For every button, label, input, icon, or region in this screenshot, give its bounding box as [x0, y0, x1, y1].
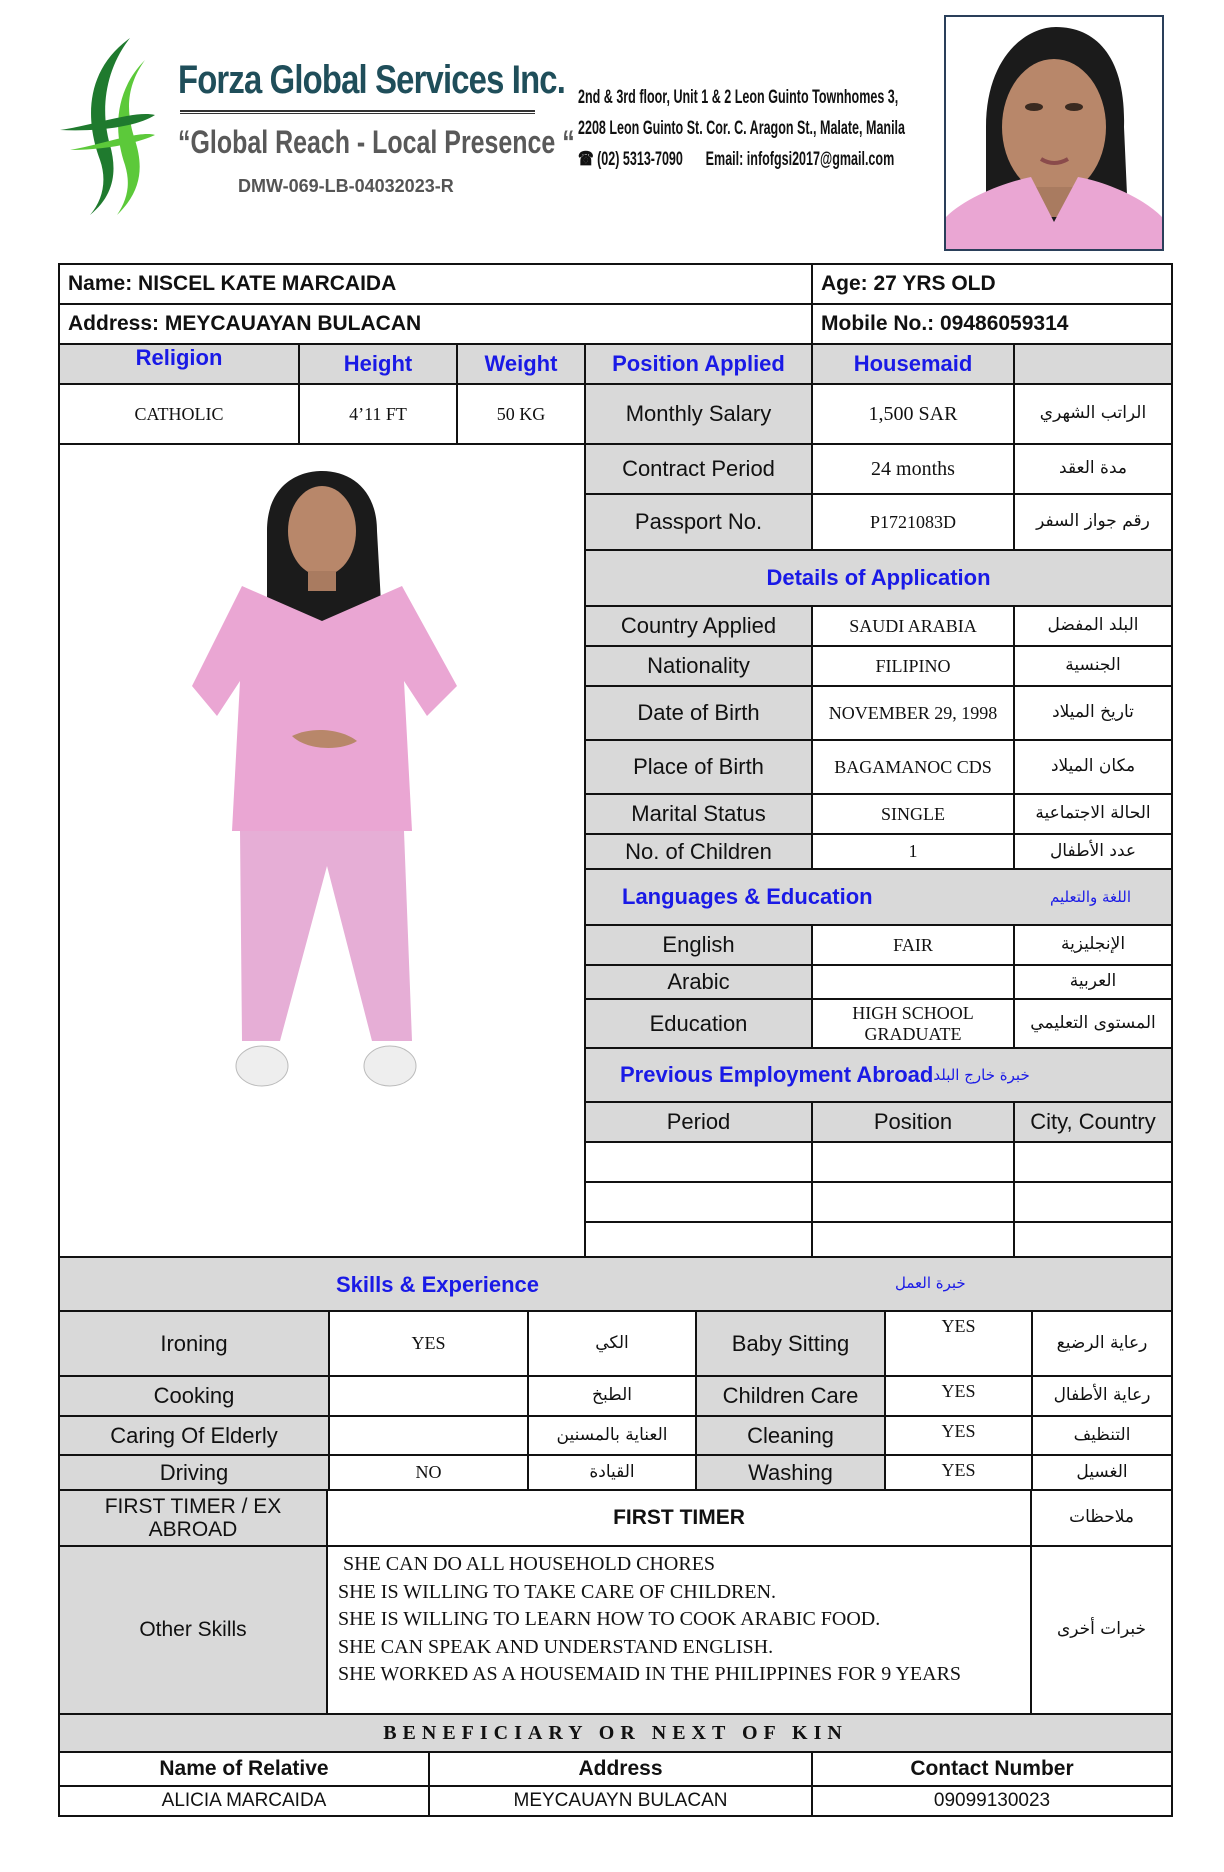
other-skill-line: SHE WORKED AS A HOUSEMAID IN THE PHILIPPINES FOR 9 YEARS — [338, 1663, 962, 1685]
skill-label: Caring Of Elderly — [58, 1415, 330, 1456]
details-of-application-title: Details of Application — [584, 549, 1173, 607]
detail-label: Nationality — [584, 645, 813, 687]
skill-label: Driving — [58, 1454, 330, 1491]
company-logo — [55, 30, 165, 220]
address-lines — [578, 82, 906, 175]
skills-experience-title-arabic: خبرة العمل — [895, 1274, 966, 1292]
other-skills-label: Other Skills — [58, 1545, 328, 1715]
skill-value: YES — [884, 1454, 1033, 1491]
passport-arabic: رقم جواز السفر — [1013, 493, 1173, 551]
language-label: Education — [584, 998, 813, 1049]
previous-employment-title-arabic: خبرة خارج البلد — [933, 1065, 1030, 1084]
other-skill-line: SHE CAN DO ALL HOUSEHOLD CHORES — [338, 1553, 716, 1575]
detail-arabic: البلد المفضل — [1013, 605, 1173, 647]
first-timer-value: FIRST TIMER — [326, 1489, 1032, 1547]
height-value: 4’11 FT — [298, 383, 458, 445]
contract-period-arabic: مدة العقد — [1013, 443, 1173, 495]
phone-icon: ☎ — [578, 149, 594, 170]
detail-value: FILIPINO — [811, 645, 1015, 687]
detail-arabic: عدد الأطفال — [1013, 833, 1173, 870]
skill-value: YES — [884, 1375, 1033, 1417]
language-label: English — [584, 924, 813, 966]
beneficiary-col-contact: Contact Number — [811, 1751, 1173, 1787]
skill-arabic: الطبخ — [527, 1375, 697, 1417]
detail-arabic: مكان الميلاد — [1013, 739, 1173, 795]
applicant-portrait-photo — [944, 15, 1164, 251]
detail-value: 1 — [811, 833, 1015, 870]
detail-label: Date of Birth — [584, 685, 813, 741]
employment-cell — [584, 1141, 813, 1183]
company-tagline: “Global Reach - Local Presence “ — [178, 124, 575, 160]
beneficiary-col-address: Address — [428, 1751, 813, 1787]
skill-label: Children Care — [695, 1375, 886, 1417]
language-value: FAIR — [811, 924, 1015, 966]
position-value: Housemaid — [811, 343, 1015, 385]
detail-arabic: تاريخ الميلاد — [1013, 685, 1173, 741]
header-empty — [1013, 343, 1173, 385]
beneficiary-col-name: Name of Relative — [58, 1751, 430, 1787]
employment-cell — [811, 1221, 1015, 1258]
header-weight: Weight — [456, 343, 586, 385]
beneficiary-title: BENEFICIARY OR NEXT OF KIN — [58, 1713, 1173, 1753]
header-height: Height — [298, 343, 458, 385]
employment-cell — [1013, 1141, 1173, 1183]
skill-arabic: الكي — [527, 1310, 697, 1377]
applicant-full-body-photo — [58, 443, 586, 1258]
monthly-salary-arabic: الراتب الشهري — [1013, 383, 1173, 445]
header-position-applied: Position Applied — [584, 343, 813, 385]
employment-column-header: Position — [811, 1101, 1015, 1143]
language-label: Arabic — [584, 964, 813, 1000]
skills-experience-header — [58, 1256, 1173, 1312]
full-body-image — [172, 471, 472, 1231]
email[interactable]: Email: infofgsi2017@gmail.com — [705, 149, 895, 170]
skill-label: Cleaning — [695, 1415, 886, 1456]
passport-value: P1721083D — [811, 493, 1015, 551]
detail-arabic: الحالة الاجتماعية — [1013, 793, 1173, 835]
passport-label: Passport No. — [584, 493, 813, 551]
detail-value: SAUDI ARABIA — [811, 605, 1015, 647]
employment-column-header: City, Country — [1013, 1101, 1173, 1143]
beneficiary-contact: 09099130023 — [811, 1785, 1173, 1817]
skill-value: YES — [884, 1415, 1033, 1456]
skill-label: Baby Sitting — [695, 1310, 886, 1377]
employment-cell — [1013, 1181, 1173, 1223]
language-value: HIGH SCHOOL GRADUATE — [811, 998, 1015, 1049]
employment-column-header: Period — [584, 1101, 813, 1143]
address-line-1: 2nd & 3rd floor, Unit 1 & 2 Leon Guinto Townhomes 3, — [578, 87, 899, 108]
header-religion: Religion — [58, 343, 300, 385]
detail-value: SINGLE — [811, 793, 1015, 835]
previous-employment-title: Previous Employment Abroad — [620, 1062, 934, 1087]
skill-value: YES — [884, 1310, 1033, 1377]
skill-value — [328, 1375, 529, 1417]
applicant-address: Address: MEYCAUAYAN BULACAN — [58, 303, 813, 345]
religion-value: CATHOLIC — [58, 383, 300, 445]
languages-education-title-arabic: اللغة والتعليم — [1050, 887, 1131, 906]
detail-value: NOVEMBER 29, 1998 — [811, 685, 1015, 741]
skills-experience-title: Skills & Experience — [336, 1272, 539, 1297]
company-name-underline — [180, 110, 535, 114]
detail-value: BAGAMANOC CDS — [811, 739, 1015, 795]
languages-education-header — [584, 868, 1173, 926]
language-value — [811, 964, 1015, 1000]
skill-arabic: القيادة — [527, 1454, 697, 1491]
skill-value: YES — [328, 1310, 529, 1377]
first-timer-arabic: ملاحظات — [1030, 1489, 1173, 1547]
skill-arabic: العناية بالمسنين — [527, 1415, 697, 1456]
applicant-mobile: Mobile No.: 09486059314 — [811, 303, 1173, 345]
contract-period-value: 24 months — [811, 443, 1015, 495]
detail-label: Country Applied — [584, 605, 813, 647]
employment-cell — [1013, 1221, 1173, 1258]
license-number: DMW-069-LB-04032023-R — [238, 176, 454, 196]
language-arabic: الإنجليزية — [1013, 924, 1173, 966]
address-line-2: 2208 Leon Guinto St. Cor. C. Aragon St., Malate, Manila — [578, 118, 906, 139]
company-name: Forza Global Services Inc. — [178, 58, 566, 102]
monthly-salary-label: Monthly Salary — [584, 383, 813, 445]
languages-education-title: Languages & Education — [622, 884, 873, 909]
other-skill-line: SHE IS WILLING TO TAKE CARE OF CHILDREN. — [338, 1580, 777, 1603]
contract-period-label: Contract Period — [584, 443, 813, 495]
applicant-name: Name: NISCEL KATE MARCAIDA — [58, 263, 813, 305]
other-skill-line: SHE CAN SPEAK AND UNDERSTAND ENGLISH. — [338, 1635, 774, 1658]
skill-arabic: الغسيل — [1031, 1454, 1173, 1491]
other-skill-line: SHE IS WILLING TO LEARN HOW TO COOK ARABIC FOOD. — [338, 1608, 881, 1630]
applicant-age: Age: 27 YRS OLD — [811, 263, 1173, 305]
detail-label: No. of Children — [584, 833, 813, 870]
skill-value: NO — [328, 1454, 529, 1491]
beneficiary-name: ALICIA MARCAIDA — [58, 1785, 430, 1817]
previous-employment-header — [584, 1047, 1173, 1103]
skill-arabic: رعاية الأطفال — [1031, 1375, 1173, 1417]
employment-cell — [584, 1181, 813, 1223]
skill-arabic: رعاية الرضيع — [1031, 1310, 1173, 1377]
skill-arabic: التنظيف — [1031, 1415, 1173, 1456]
employment-cell — [811, 1141, 1015, 1183]
skill-label: Ironing — [58, 1310, 330, 1377]
other-skills-text — [326, 1545, 1032, 1715]
skill-label: Washing — [695, 1454, 886, 1491]
logo-swoosh-icon — [55, 30, 165, 220]
monthly-salary-value: 1,500 SAR — [811, 383, 1015, 445]
detail-arabic: الجنسية — [1013, 645, 1173, 687]
first-timer-label: FIRST TIMER / EX ABROAD — [58, 1489, 328, 1547]
beneficiary-address: MEYCAUAYN BULACAN — [428, 1785, 813, 1817]
skill-value — [328, 1415, 529, 1456]
detail-label: Marital Status — [584, 793, 813, 835]
phone-number: (02) 5313-7090 — [597, 149, 683, 170]
other-skills-arabic: خبرات أخرى — [1030, 1545, 1173, 1715]
language-arabic: المستوى التعليمي — [1013, 998, 1173, 1049]
employment-cell — [584, 1221, 813, 1258]
skill-label: Cooking — [58, 1375, 330, 1417]
detail-label: Place of Birth — [584, 739, 813, 795]
portrait-image — [946, 17, 1162, 249]
company-address-block — [578, 82, 933, 178]
language-arabic: العربية — [1013, 964, 1173, 1000]
employment-cell — [811, 1181, 1015, 1223]
contact-line — [578, 144, 895, 175]
weight-value: 50 KG — [456, 383, 586, 445]
